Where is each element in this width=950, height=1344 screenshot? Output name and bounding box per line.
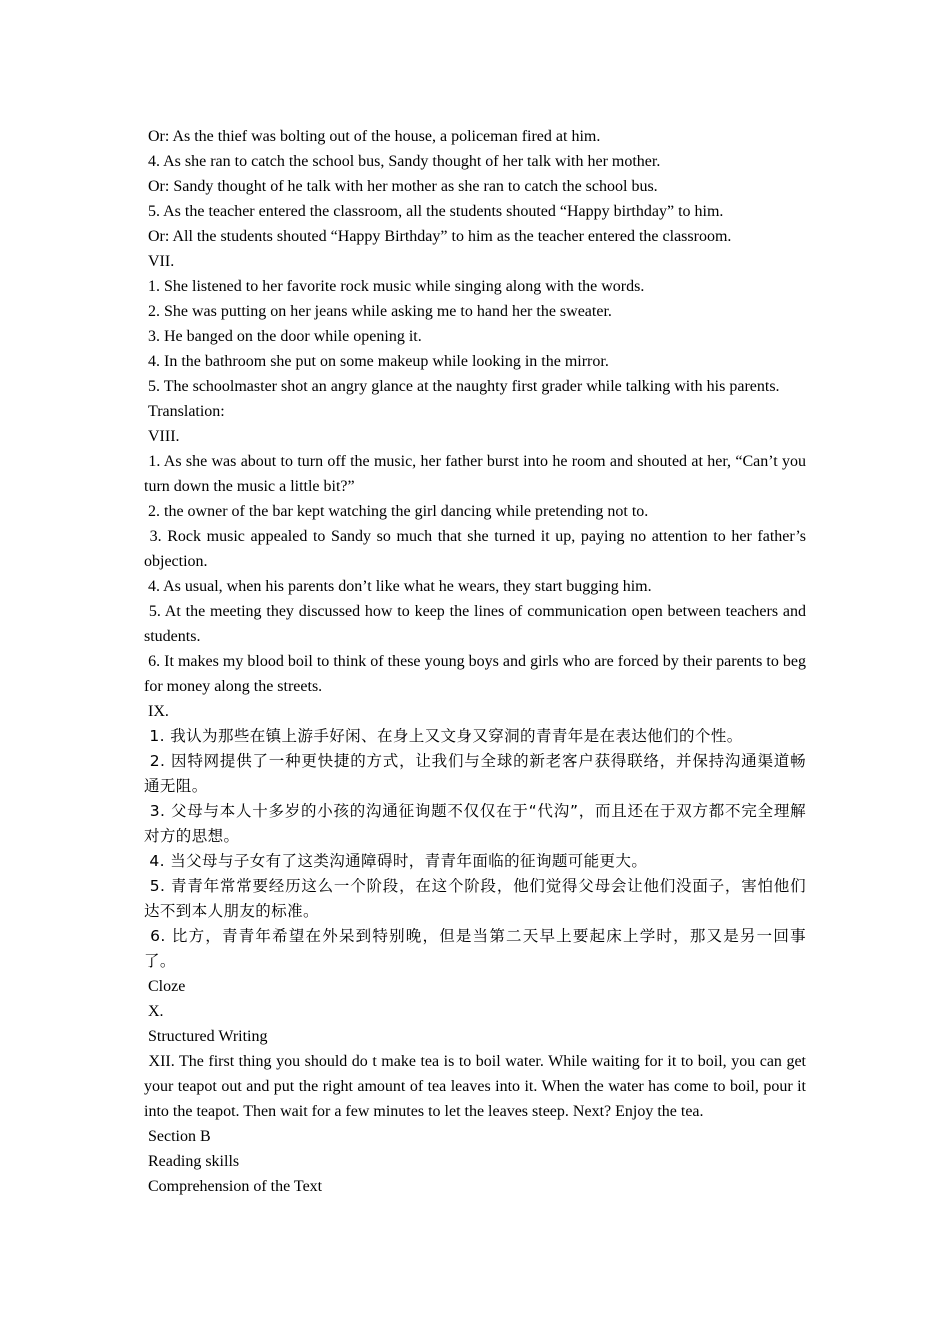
chinese-text-line: 3. 父母与本人十多岁的小孩的沟通征询题不仅仅在于“代沟”，而且还在于双方都不完全理解对方的思想。 xyxy=(144,802,806,845)
section-heading: IX. xyxy=(144,703,169,720)
section-heading: Structured Writing xyxy=(144,1028,268,1045)
section-heading: Translation: xyxy=(144,403,225,420)
text-line: 4. In the bathroom she put on some makeup while looking in the mirror. xyxy=(144,353,609,370)
chinese-text-line: 5. 青青年常常要经历这么一个阶段，在这个阶段，他们觉得父母会让他们没面子，害怕他们达不到本人朋友的标准。 xyxy=(144,877,806,920)
text-line: 5. At the meeting they discussed how to keep the lines of communication open between teachers and students. xyxy=(144,603,811,645)
chinese-text-line: 1. 我认为那些在镇上游手好闲、在身上又文身又穿洞的青青年是在表达他们的个性。 xyxy=(144,727,743,745)
section-heading: VII. xyxy=(144,253,175,270)
text-line: 4. As usual, when his parents don’t like what he wears, they start bugging him. xyxy=(144,578,652,595)
text-line: 4. As she ran to catch the school bus, Sandy thought of her talk with her mother. xyxy=(144,153,661,170)
text-line: Or: All the students shouted “Happy Birthday” to him as the teacher entered the classroom. xyxy=(144,228,732,245)
text-line: 5. As the teacher entered the classroom, all the students shouted “Happy birthday” to him. xyxy=(144,203,724,220)
text-line: 1. As she was about to turn off the music, her father burst into he room and shouted at her, “Can’t you turn down the music a little bit?” xyxy=(144,453,811,495)
text-line: Or: As the thief was bolting out of the house, a policeman fired at him. xyxy=(144,128,601,145)
text-line: 3. Rock music appealed to Sandy so much that she turned it up, paying no attention to her father’s objection. xyxy=(144,528,810,570)
text-line: Or: Sandy thought of he talk with her mother as she ran to catch the school bus. xyxy=(144,178,658,195)
section-heading: VIII. xyxy=(144,428,180,445)
text-line: 2. She was putting on her jeans while asking me to hand her the sweater. xyxy=(144,303,612,320)
text-line: 6. It makes my blood boil to think of these young boys and girls who are forced by their parents to beg for money along the streets. xyxy=(144,653,810,695)
text-line: 2. the owner of the bar kept watching the girl dancing while pretending not to. xyxy=(144,503,649,520)
text-line: 1. She listened to her favorite rock music while singing along with the words. xyxy=(144,278,645,295)
chinese-text-line: 4. 当父母与子女有了这类沟通障碍时，青青年面临的征询题可能更大。 xyxy=(144,852,648,870)
section-heading: Section B xyxy=(144,1128,211,1145)
text-line: XII. The first thing you should do t make tea is to boil water. While waiting for it to boil, you can get your teapot out and put the right amount of tea leaves into it. When the water has come to boil, pour it into the teapot. Then wait for a few minutes to let the leaves steep. Next? Enjoy the tea. xyxy=(144,1053,811,1120)
chinese-text-line: 6. 比方，青青年希望在外呆到特别晚，但是当第二天早上要起床上学时，那又是另一回事了。 xyxy=(144,927,806,970)
section-heading: Comprehension of the Text xyxy=(144,1178,323,1195)
chinese-text-line: 2. 因特网提供了一种更快捷的方式，让我们与全球的新老客户获得联络，并保持沟通渠道畅通无阻。 xyxy=(144,752,806,795)
text-line: 3. He banged on the door while opening it. xyxy=(144,328,422,345)
section-heading: X. xyxy=(144,1003,164,1020)
document-page xyxy=(144,124,811,1199)
section-heading: Cloze xyxy=(144,978,186,995)
text-line: 5. The schoolmaster shot an angry glance at the naughty first grader while talking with his parents. xyxy=(144,378,780,395)
section-heading: Reading skills xyxy=(144,1153,240,1170)
